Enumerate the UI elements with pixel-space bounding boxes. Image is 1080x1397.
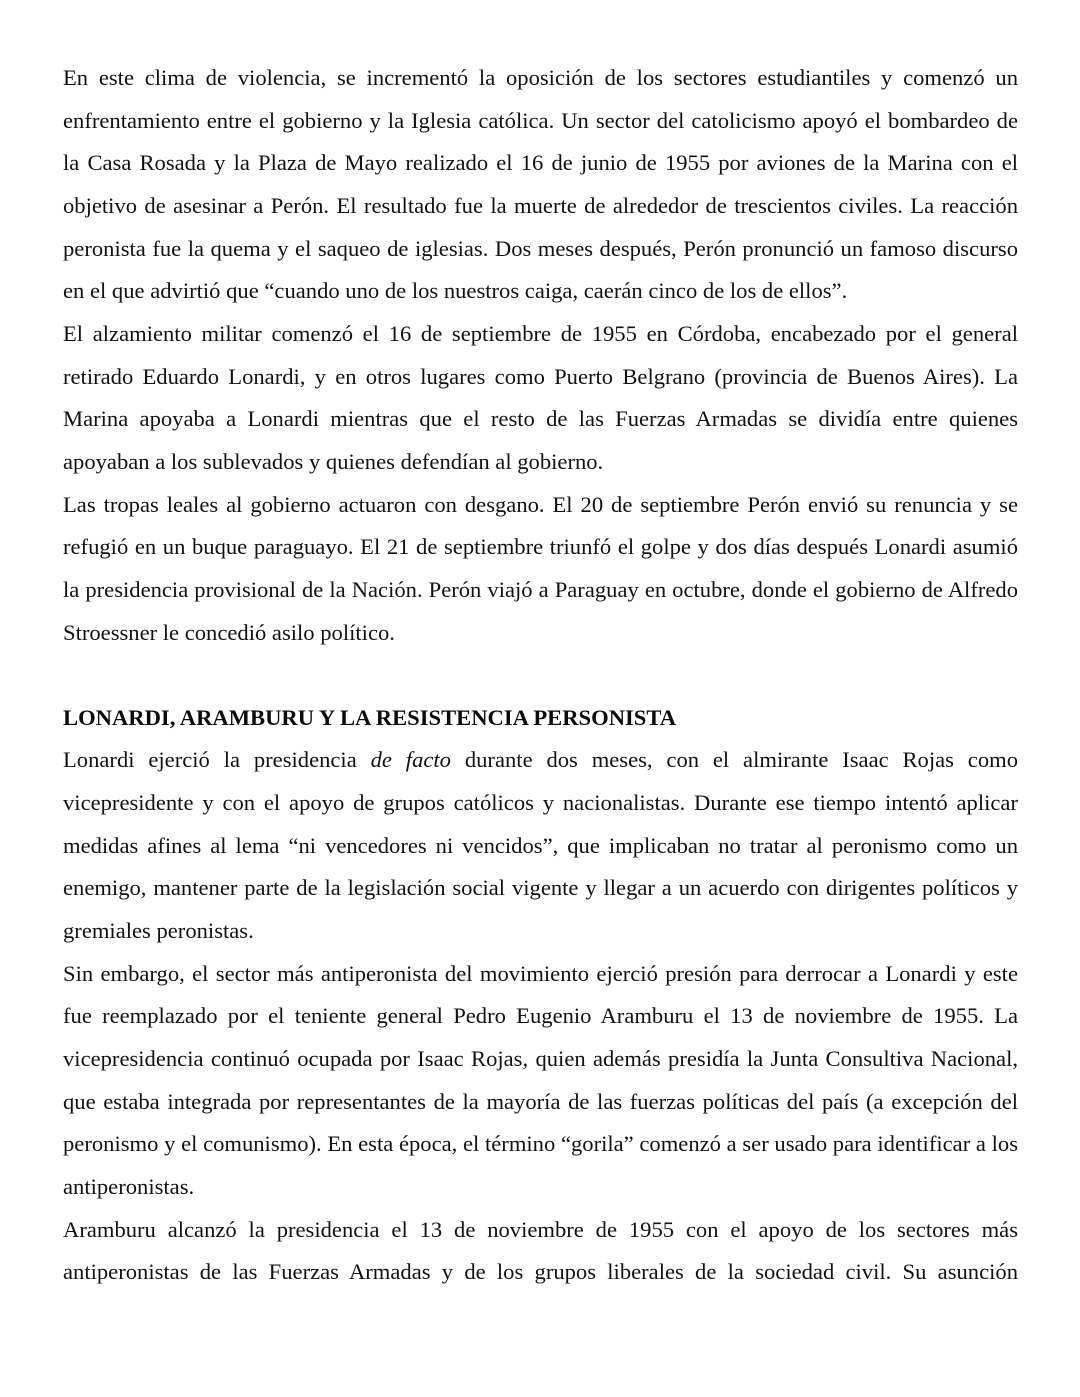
paragraph-text-before: Lonardi ejerció la presidencia (63, 747, 371, 773)
section-heading: LONARDI, ARAMBURU Y LA RESISTENCIA PERSONISTA (63, 704, 677, 730)
paragraph-text-after: durante dos meses, con el almirante Isaac Rojas como vicepresidente y con el apoyo de grupos católicos y nacionalistas. Durante ese tiempo intentó aplicar medidas afines al lema “ni vencedores ni vencidos”, que implicaban no tratar al peronismo como un enemigo, mantener parte de la legislación social vigente y llegar a un acuerdo con dirigentes políticos y gremiales peronistas. (63, 747, 1019, 944)
paragraph-peron-exile: Las tropas leales al gobierno actuaron con desgano. El 20 de septiembre Perón envió su renuncia y se refugió en un buque paraguayo. El 21 de septiembre triunfó el golpe y dos días después Lonardi asumió la presidencia provisional de la Nación. Perón viajó a Paraguay en octubre, donde el gobierno de Alfredo Stroessner le concedió asilo político. (63, 491, 1018, 645)
paragraph-aramburu-presidency: Aramburu alcanzó la presidencia el 13 de noviembre de 1955 con el apoyo de los sectores más antiperonistas de las Fuerzas Armadas y de los grupos liberales de la sociedad civil. Su asunción (63, 1216, 1018, 1285)
italic-de-facto: de facto (370, 747, 451, 773)
paragraph-aramburu-replacement: Sin embargo, el sector más antiperonista del movimiento ejerció presión para derrocar a Lonardi y este fue reemplazado por el teniente general Pedro Eugenio Aramburu el 13 de noviembre de 1955. La vicepresidencia continuó ocupada por Isaac Rojas, quien además presidía la Junta Consultiva Nacional, que estaba integrada por representantes de la mayoría de las fuerzas políticas del país (a excepción del peronismo y el comunismo). En esta época, el término “gorila” comenzó a ser usado para identificar a los antiperonistas. (63, 960, 1018, 1200)
paragraph-military-uprising: El alzamiento militar comenzó el 16 de septiembre de 1955 en Córdoba, encabezado por el general retirado Eduardo Lonardi, y en otros lugares como Puerto Belgrano (provincia de Buenos Aires). La Marina apoyaba a Lonardi mientras que el resto de las Fuerzas Armadas se dividía entre quienes apoyaban a los sublevados y quienes defendían al gobierno. (63, 320, 1018, 474)
paragraph-lonardi-presidency (63, 739, 1018, 952)
document-page (63, 57, 1018, 1294)
paragraph-violence-church: En este clima de violencia, se incrementó la oposición de los sectores estudiantiles y comenzó un enfrentamiento entre el gobierno y la Iglesia católica. Un sector del catolicismo apoyó el bombardeo de la Casa Rosada y la Plaza de Mayo realizado el 16 de junio de 1955 por aviones de la Marina con el objetivo de asesinar a Perón. El resultado fue la muerte de alrededor de trescientos civiles. La reacción peronista fue la quema y el saqueo de iglesias. Dos meses después, Perón pronunció un famoso discurso en el que advirtió que “cuando uno de los nuestros caiga, caerán cinco de los de ellos”. (63, 65, 1018, 304)
